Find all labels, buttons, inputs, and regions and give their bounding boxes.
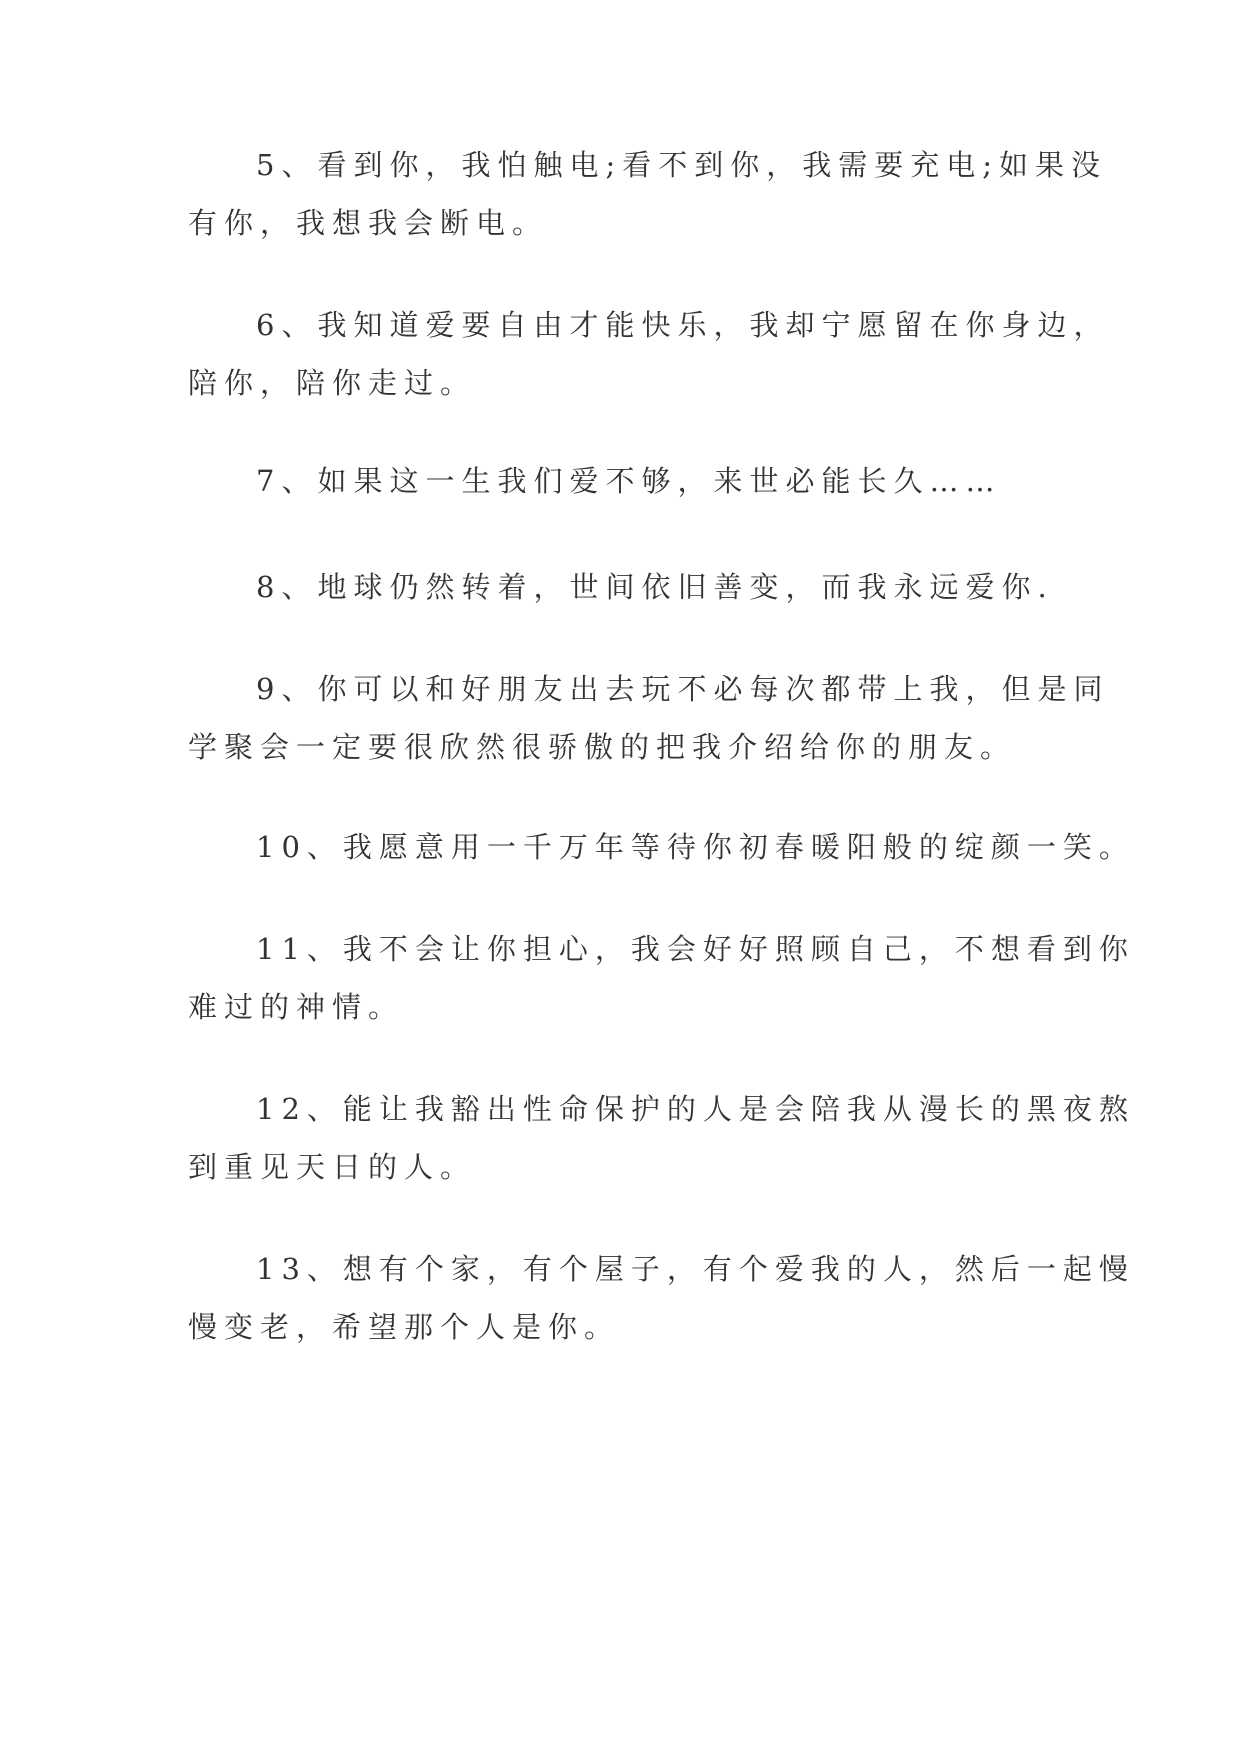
paragraph-line: 6、我知道爱要自由才能快乐，我却宁愿留在你身边， <box>256 308 1110 342</box>
paragraph-line: 13、想有个家，有个屋子，有个爱我的人，然后一起慢 <box>256 1252 1135 1286</box>
paragraph-line: 有你，我想我会断电。 <box>188 206 549 240</box>
paragraph-line: 学聚会一定要很欣然很骄傲的把我介绍给你的朋友。 <box>188 730 1017 764</box>
paragraph-8 <box>188 558 1058 616</box>
paragraph-6 <box>188 296 1110 412</box>
paragraph-line: 8、地球仍然转着，世间依旧善变，而我永远爱你. <box>256 570 1054 604</box>
paragraph-11 <box>188 920 1135 1036</box>
paragraph-line: 7、如果这一生我们爱不够，来世必能长久…… <box>256 464 1002 498</box>
paragraph-10 <box>188 818 1135 876</box>
paragraph-line: 12、能让我豁出性命保护的人是会陪我从漫长的黑夜熬 <box>256 1092 1135 1126</box>
paragraph-line: 9、你可以和好朋友出去玩不必每次都带上我，但是同 <box>256 672 1110 706</box>
paragraph-line: 到重见天日的人。 <box>188 1150 477 1184</box>
paragraph-5 <box>188 136 1107 252</box>
paragraph-line: 难过的神情。 <box>188 990 405 1024</box>
paragraph-line: 慢变老，希望那个人是你。 <box>188 1310 621 1344</box>
paragraph-line: 10、我愿意用一千万年等待你初春暖阳般的绽颜一笑。 <box>256 830 1135 864</box>
paragraph-7 <box>188 452 1058 510</box>
paragraph-12 <box>188 1080 1135 1196</box>
paragraph-line: 陪你，陪你走过。 <box>188 366 477 400</box>
paragraph-line: 5、看到你，我怕触电;看不到你，我需要充电;如果没 <box>256 148 1107 182</box>
paragraph-9 <box>188 660 1110 776</box>
paragraph-line: 11、我不会让你担心，我会好好照顾自己，不想看到你 <box>256 932 1135 966</box>
paragraph-13 <box>188 1240 1135 1356</box>
